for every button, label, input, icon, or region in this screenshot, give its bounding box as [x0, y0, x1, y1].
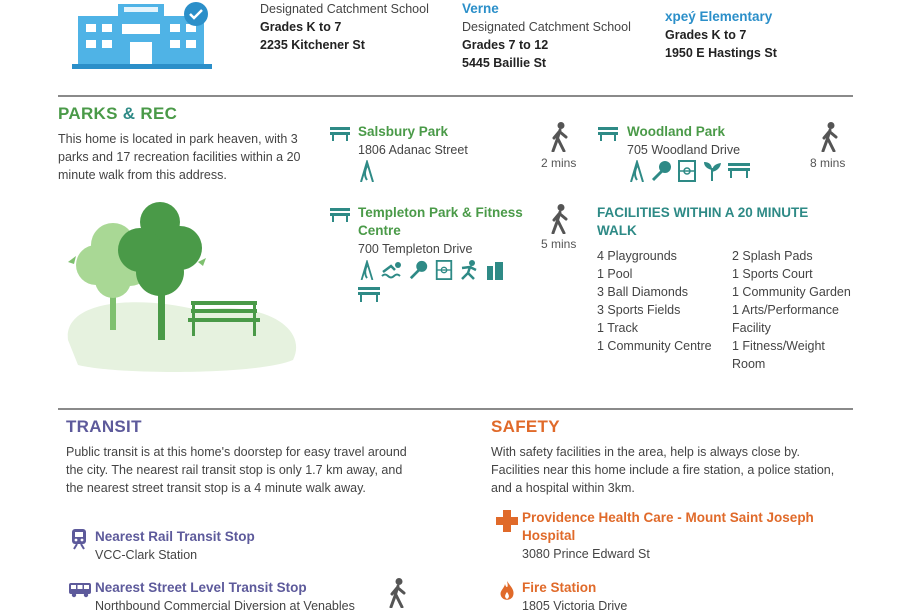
park-name: Woodland Park — [627, 124, 726, 139]
safety-description: With safety facilities in the area, help is always close by. Facilities near this home include a fire station, a police station, and a hospital within 3km. — [491, 445, 835, 495]
facility-item: 1 Community Garden — [732, 285, 851, 299]
walking-person-icon — [550, 204, 570, 234]
walk-time: 5 mins — [541, 237, 577, 251]
transit-title: TRANSIT — [66, 417, 142, 436]
school-secondary-name: Verne — [462, 1, 499, 16]
hospital-address: 3080 Prince Edward St — [522, 547, 650, 561]
sports-field-icon — [435, 260, 453, 280]
street-value: Northbound Commercial Diversion at Venables — [95, 599, 355, 613]
parks-title-rec: REC — [140, 104, 178, 123]
facility-item: 1 Fitness/Weight Room — [732, 339, 825, 371]
park-name: Templeton Park & Fitness Centre — [358, 205, 523, 238]
parks-title — [58, 104, 177, 124]
walking-person-icon — [820, 122, 840, 152]
school-third-name: xpeý Elementary — [665, 9, 773, 24]
school-elementary-type: Designated Catchment School — [260, 2, 429, 16]
running-track-icon — [458, 260, 480, 280]
school-third-address: 1950 E Hastings St — [665, 46, 777, 60]
bus-icon — [68, 582, 92, 598]
rail-value: VCC-Clark Station — [95, 548, 198, 562]
sports-field-icon — [678, 160, 696, 182]
bench-icon — [330, 125, 350, 141]
fire-icon — [499, 580, 515, 602]
section-divider-2 — [58, 408, 853, 410]
facilities-title: FACILITIES WITHIN A 20 MINUTE WALK — [597, 205, 809, 238]
walking-person-icon — [550, 122, 570, 152]
safety-title: SAFETY — [491, 417, 560, 436]
school-building-illustration — [72, 0, 212, 70]
park-address: 1806 Adanac Street — [358, 143, 468, 157]
garden-icon — [701, 160, 723, 182]
park-name: Salsbury Park — [358, 124, 449, 139]
playground-icon — [628, 160, 646, 182]
facility-item: 1 Track — [597, 321, 638, 335]
bench-icon — [728, 160, 750, 178]
playground-icon — [358, 260, 376, 280]
parks-description: This home is located in park heaven, with 3 parks and 17 recreation facilities within a 20 minute walk from this address. — [58, 132, 301, 182]
facility-item: 3 Sports Fields — [597, 303, 681, 317]
walking-person-icon — [388, 578, 408, 608]
rail-label: Nearest Rail Transit Stop — [95, 529, 255, 544]
community-centre-icon — [485, 260, 505, 280]
bench-icon — [330, 206, 350, 222]
hospital-cross-icon — [496, 510, 518, 532]
facilities-col-2 — [732, 247, 854, 373]
park-address: 700 Templeton Drive — [358, 242, 473, 256]
school-secondary-grades: Grades 7 to 12 — [462, 38, 549, 52]
facilities-col-1 — [597, 247, 717, 355]
park-amenity-icons — [628, 160, 750, 182]
park-address: 705 Woodland Drive — [627, 143, 741, 157]
facility-item: 3 Ball Diamonds — [597, 285, 689, 299]
school-secondary-type: Designated Catchment School — [462, 20, 631, 34]
transit-description: Public transit is at this home's doorstep for easy travel around the city. The nearest rail transit stop is only 1.7 km away, and the nearest street transit stop is a 4 minute walk away. — [66, 445, 407, 495]
playground-icon — [358, 160, 376, 182]
fire-label: Fire Station — [522, 580, 597, 595]
baseball-icon — [651, 160, 673, 182]
hospital-label: Providence Health Care - Mount Saint Joseph Hospital — [522, 510, 814, 543]
train-icon — [70, 528, 88, 550]
facility-item: 1 Arts/Performance Facility — [732, 303, 839, 335]
walk-time: 8 mins — [810, 156, 846, 170]
bench-icon — [598, 125, 618, 141]
facility-item: 1 Sports Court — [732, 267, 813, 281]
school-secondary-address: 5445 Baillie St — [462, 56, 547, 70]
section-divider-1 — [58, 95, 853, 97]
facility-item: 1 Community Centre — [597, 339, 712, 353]
parks-title-amp: & — [122, 104, 136, 123]
fire-address: 1805 Victoria Drive — [522, 599, 628, 613]
street-label: Nearest Street Level Transit Stop — [95, 580, 307, 595]
park-amenity-icons — [358, 260, 518, 302]
school-elementary-address: 2235 Kitchener St — [260, 38, 365, 52]
baseball-icon — [408, 260, 430, 280]
swimming-icon — [381, 260, 403, 280]
facility-item: 2 Splash Pads — [732, 249, 813, 263]
school-elementary-grades: Grades K to 7 — [260, 20, 342, 34]
facility-item: 1 Pool — [597, 267, 633, 281]
school-third-grades: Grades K to 7 — [665, 28, 747, 42]
park-illustration — [58, 200, 303, 380]
parks-title-parks: PARKS — [58, 104, 118, 123]
facility-item: 4 Playgrounds — [597, 249, 677, 263]
walk-time: 2 mins — [541, 156, 577, 170]
bench-icon — [358, 284, 380, 302]
